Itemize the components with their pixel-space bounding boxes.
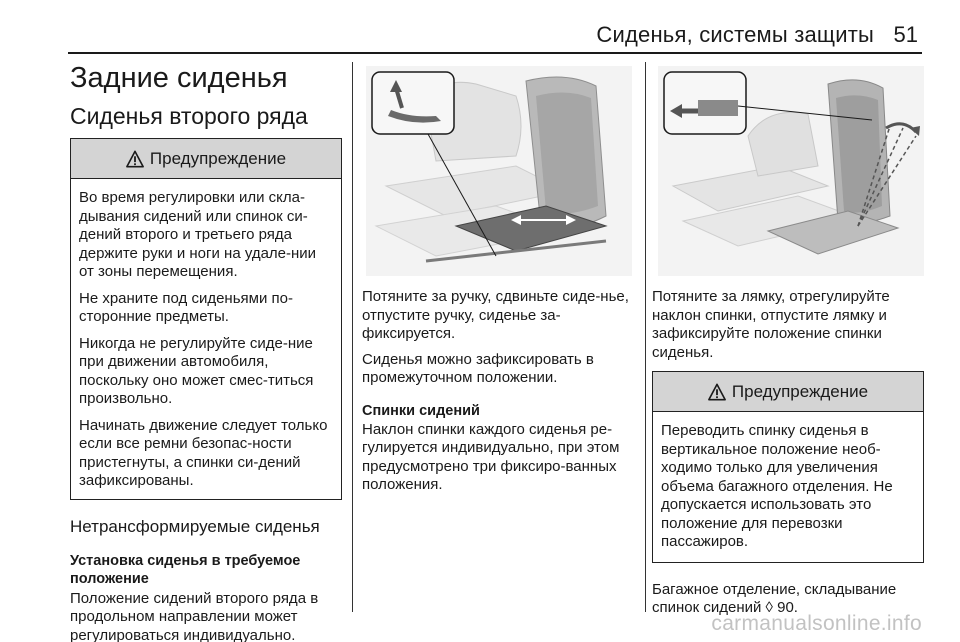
heading-backrests: Спинки сидений: [362, 402, 480, 419]
warning-paragraph: Никогда не регулируйте сиде-ние при движении автомобиля, поскольку оно может смес-титься произвольно.: [79, 334, 314, 407]
page-number: 51: [893, 22, 918, 47]
warning-box: [652, 371, 924, 563]
column-separator: [352, 62, 353, 612]
column-separator: [645, 62, 646, 612]
warning-paragraph: Во время регулировки или скла-дывания сидений или спинок си-дений второго и третьего ряда держите руки и ноги на удале-нии от зоны перемещения.: [79, 189, 317, 280]
warning-box: [70, 138, 342, 500]
section-title: Задние сиденья: [70, 62, 288, 94]
column-3: [652, 288, 924, 618]
warning-icon: [708, 383, 726, 401]
warning-header: [653, 372, 923, 412]
warning-paragraph: Не храните под сиденьями по-сторонние предметы.: [79, 289, 293, 325]
warning-body: [71, 179, 341, 499]
warning-header: [71, 139, 341, 179]
seat-slide-illustration: [366, 66, 632, 276]
paragraph-pull-strap: Потяните за лямку, отрегулируйте наклон спинки, отпустите лямку и зафиксируйте положение спинки сиденья.: [652, 288, 890, 361]
subsection-title: Сиденья второго ряда: [70, 103, 308, 129]
paragraph-seat-position: Положение сидений второго ряда в продольном направлении может регулироваться индивидуально.: [70, 589, 319, 642]
warning-paragraph: Переводить спинку сиденья в вертикальное положение необ-ходимо только для увеличения объема багажного отделения. Не допускается использовать это положение для перевозки пассажиров.: [661, 422, 893, 550]
heading-seat-position: Установка сиденья в требуемое положение: [70, 552, 301, 587]
page-header: [0, 0, 960, 60]
header-title: Сиденья, системы защиты: [596, 22, 874, 47]
watermark: carmanualsonline.info: [711, 612, 922, 635]
header-rule: [68, 52, 922, 54]
backrest-recline-illustration: [658, 66, 924, 276]
warning-paragraph: Начинать движение следует только если все ремни безопас-ности пристегнуты, а спинки си-дений зафиксированы.: [79, 416, 328, 489]
warning-icon: [126, 150, 144, 168]
warning-label: Предупреждение: [731, 381, 869, 401]
paragraph-backrests: Наклон спинки каждого сиденья ре-гулируется индивидуально, при этом предусмотрено три фиксиро-ванных положения.: [362, 420, 620, 493]
heading-fixed-seats: Нетрансформируемые сиденья: [70, 516, 320, 536]
paragraph-intermediate: Сиденья можно зафиксировать в промежуточном положении.: [362, 350, 594, 386]
warning-body: [653, 412, 923, 562]
column-2: [362, 288, 636, 495]
paragraph-cargo-reference: Багажное отделение, складывание спинок сидений ◊ 90.: [652, 580, 897, 616]
column-1: [70, 60, 342, 642]
warning-label: Предупреждение: [149, 148, 287, 168]
paragraph-pull-handle: Потяните за ручку, сдвиньте сиде-нье, отпустите ручку, сиденье за-фиксируется.: [362, 288, 629, 342]
